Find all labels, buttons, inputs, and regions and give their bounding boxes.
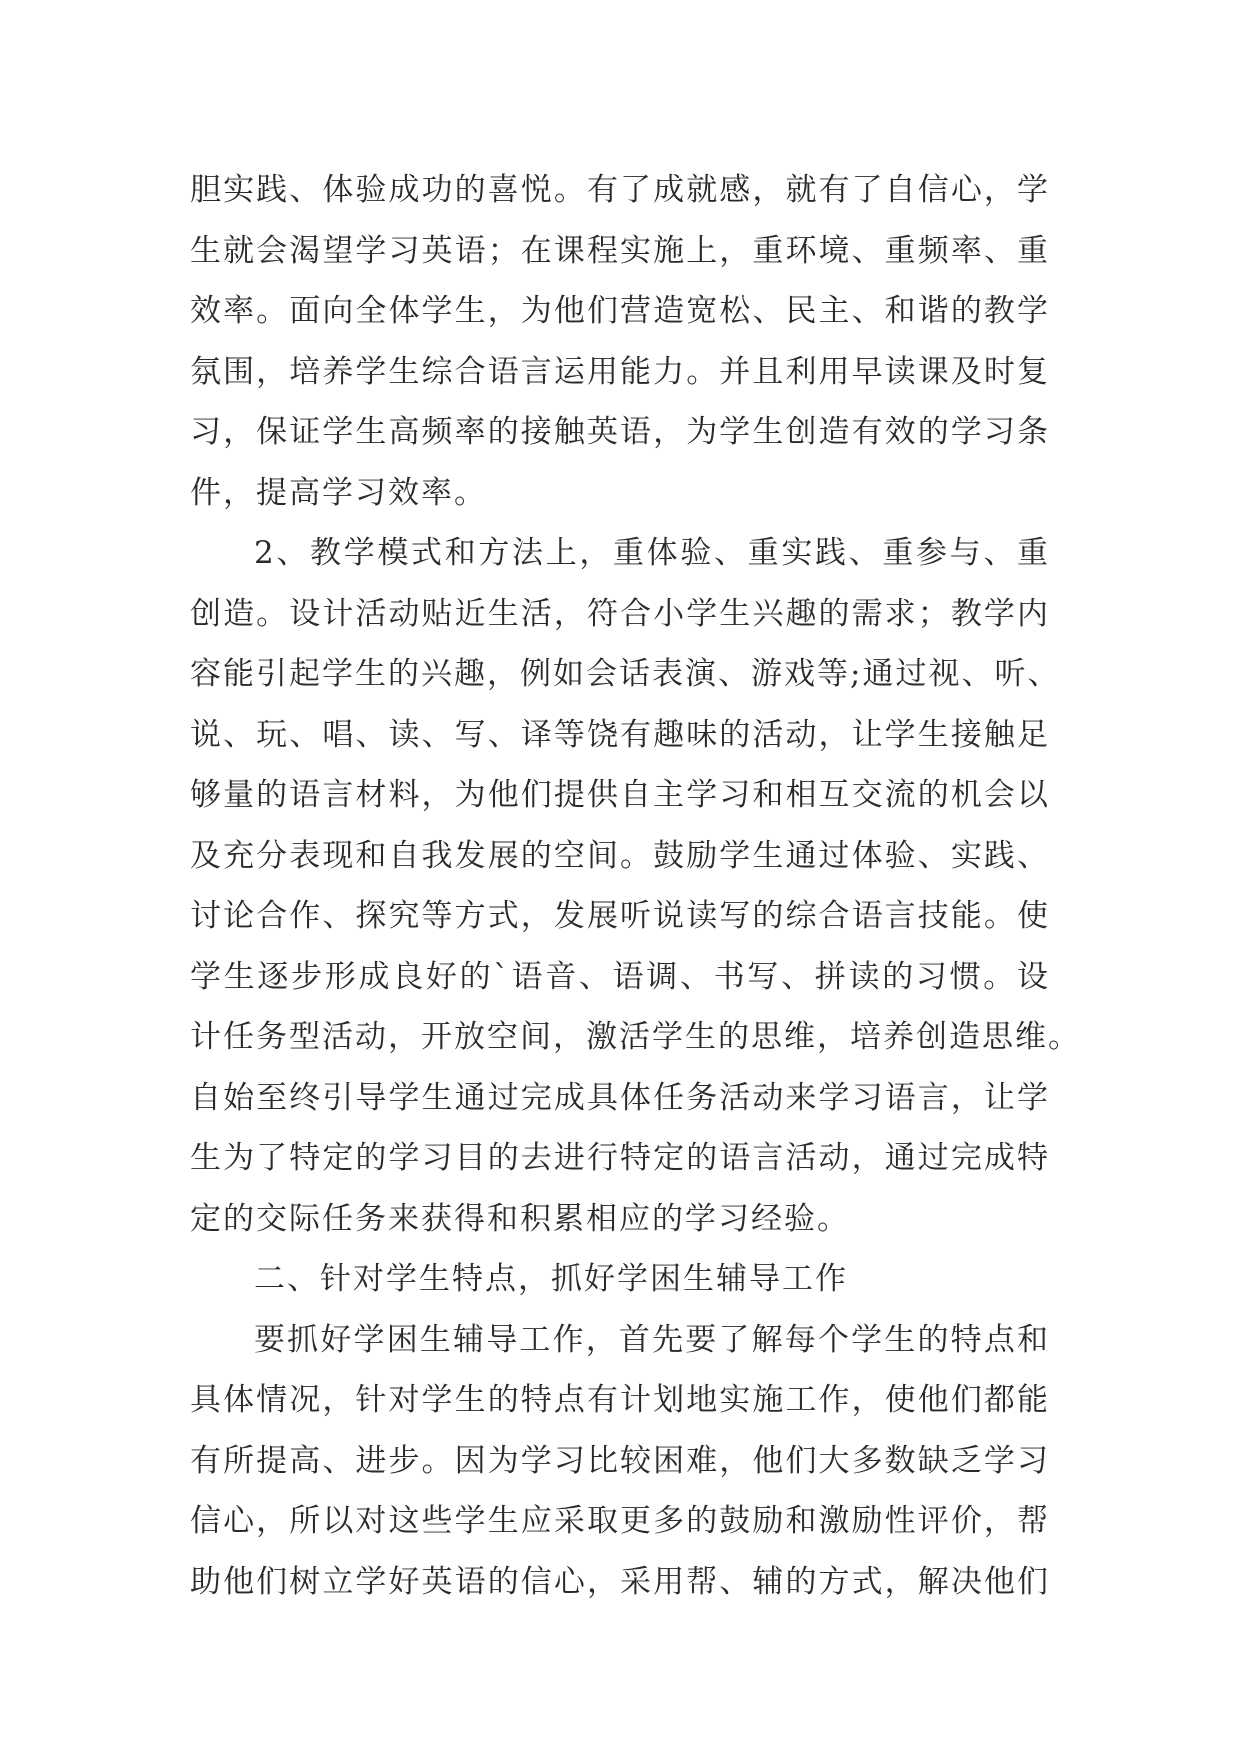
text-line: 生为了特定的学习目的去进行特定的语言活动，通过完成特: [190, 1140, 1050, 1176]
text-line: 讨论合作、探究等方式，发展听说读写的综合语言技能。使: [190, 898, 1050, 934]
text-line: 效率。面向全体学生，为他们营造宽松、民主、和谐的教学: [190, 293, 1050, 329]
text-line: 2、教学模式和方法上，重体验、重实践、重参与、重: [254, 535, 1050, 571]
text-line: 信心，所以对这些学生应采取更多的鼓励和激励性评价，帮: [190, 1503, 1050, 1539]
text-line: 胆实践、体验成功的喜悦。有了成就感，就有了自信心，学: [190, 172, 1050, 208]
text-line: 及充分表现和自我发展的空间。鼓励学生通过体验、实践、: [190, 837, 1050, 874]
text-line: 计任务型活动，开放空间，激活学生的思维，培养创造思维。: [190, 1019, 1081, 1055]
text-line: 具体情况，针对学生的特点有计划地实施工作，使他们都能: [190, 1382, 1050, 1418]
text-line: 定的交际任务来获得和积累相应的学习经验。: [190, 1200, 850, 1237]
text-line: 助他们树立学好英语的信心，采用帮、辅的方式，解决他们: [190, 1563, 1050, 1600]
body-text: [190, 160, 1081, 1612]
text-line: 创造。设计活动贴近生活，符合小学生兴趣的需求；教学内: [190, 595, 1050, 632]
text-line: 说、玩、唱、读、写、译等饶有趣味的活动，让学生接触足: [190, 716, 1050, 753]
text-line: 要抓好学困生辅导工作，首先要了解每个学生的特点和: [254, 1321, 1050, 1358]
text-line: 有所提高、进步。因为学习比较困难，他们大多数缺乏学习: [190, 1442, 1050, 1479]
text-line: 生就会渴望学习英语；在课程实施上，重环境、重频率、重: [190, 232, 1050, 269]
text-line: 容能引起学生的兴趣，例如会话表演、游戏等;通过视、听、: [190, 656, 1061, 692]
text-line: 件，提高学习效率。: [190, 474, 487, 511]
text-line: 氛围，培养学生综合语言运用能力。并且利用早读课及时复: [190, 353, 1050, 390]
text-line: 够量的语言材料，为他们提供自主学习和相互交流的机会以: [190, 777, 1050, 813]
text-line: 学生逐步形成良好的`语音、语调、书写、拼读的习惯。设: [190, 958, 1050, 995]
text-line: 自始至终引导学生通过完成具体任务活动来学习语言，让学: [190, 1079, 1050, 1116]
text-line: 习，保证学生高频率的接触英语，为学生创造有效的学习条: [190, 414, 1050, 450]
section-heading: 二、针对学生特点，抓好学困生辅导工作: [254, 1261, 848, 1297]
